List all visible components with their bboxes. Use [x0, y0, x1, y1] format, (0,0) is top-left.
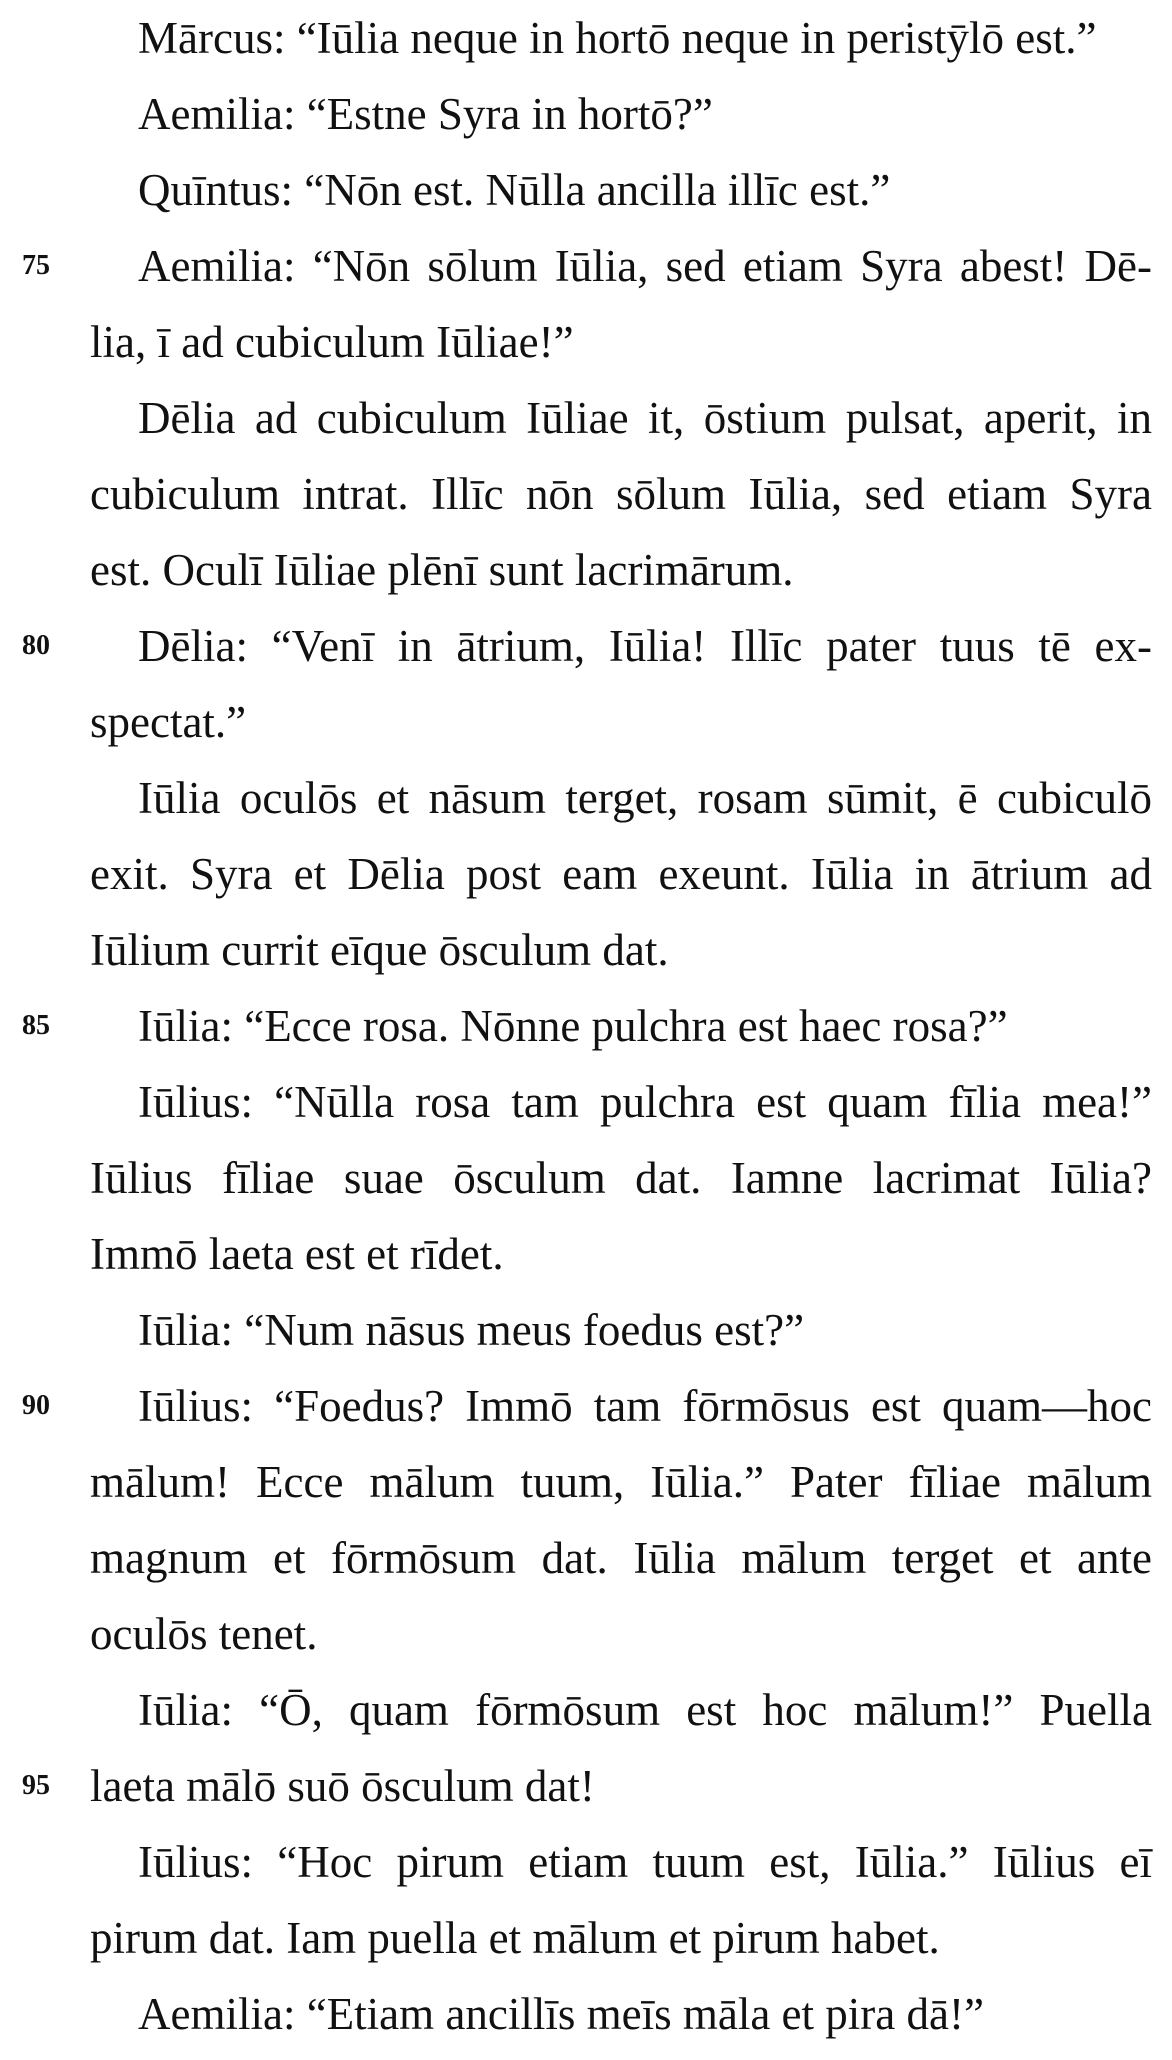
line-text: lia, ī ad cubiculum Iūliae!” — [90, 317, 574, 367]
text-line — [0, 0, 1172, 76]
line-text: Immō laeta est et rīdet. — [90, 1229, 504, 1279]
line-number: 95 — [22, 1770, 50, 1801]
line-text: est. Oculī Iūliae plēnī sunt lacrimārum. — [90, 545, 794, 595]
line-text: Iūlia: “Num nāsus meus foedus est?” — [138, 1305, 805, 1355]
text-line — [0, 1900, 1172, 1976]
text-line — [0, 1672, 1172, 1748]
line-text: mālum! Ecce mālum tuum, Iūlia.” Pater fīliae mālum — [90, 1457, 1152, 1507]
text-line — [0, 456, 1172, 532]
line-text: Mārcus: “Iūlia neque in hortō neque in peristȳlō est.” — [138, 13, 1097, 63]
text-line — [0, 1292, 1172, 1368]
text-line — [0, 1216, 1172, 1292]
line-number: 90 — [22, 1390, 50, 1421]
line-text: oculōs tenet. — [90, 1609, 318, 1659]
text-line — [0, 760, 1172, 836]
text-line — [0, 1596, 1172, 1672]
line-text: Dēlia: “Venī in ātrium, Iūlia! Illīc pater tuus tē ex- — [138, 621, 1152, 671]
text-line — [0, 304, 1172, 380]
line-text: Iūlia oculōs et nāsum terget, rosam sūmit, ē cubiculō — [138, 773, 1152, 823]
line-number: 80 — [22, 630, 50, 661]
line-text: Aemilia: “Estne Syra in hortō?” — [138, 89, 713, 139]
line-text: Iūlia: “Ō, quam fōrmōsum est hoc mālum!” Puella — [138, 1685, 1152, 1735]
text-line — [0, 1444, 1172, 1520]
text-line — [0, 228, 1172, 304]
line-text: Iūlius fīliae suae ōsculum dat. Iamne lacrimat Iūlia? — [90, 1153, 1152, 1203]
text-line — [0, 836, 1172, 912]
line-text: Iūlia: “Ecce rosa. Nōnne pulchra est haec rosa?” — [138, 1001, 1008, 1051]
text-line — [0, 1064, 1172, 1140]
text-line — [0, 380, 1172, 456]
text-line — [0, 608, 1172, 684]
line-text: spectat.” — [90, 697, 247, 747]
text-line — [0, 152, 1172, 228]
line-text: exit. Syra et Dēlia post eam exeunt. Iūlia in ātrium ad — [90, 849, 1152, 899]
line-number: 85 — [22, 1010, 50, 1041]
line-text: Iūlius: “Nūlla rosa tam pulchra est quam fīlia mea!” — [138, 1077, 1152, 1127]
text-line — [0, 988, 1172, 1064]
text-line — [0, 1748, 1172, 1824]
line-number: 75 — [22, 250, 50, 281]
text-line — [0, 1368, 1172, 1444]
line-text: pirum dat. Iam puella et mālum et pirum habet. — [90, 1913, 940, 1963]
line-text: Quīntus: “Nōn est. Nūlla ancilla illīc est.” — [138, 165, 891, 215]
line-text: Iūlium currit eīque ōsculum dat. — [90, 925, 669, 975]
line-text: Iūlius: “Foedus? Immō tam fōrmōsus est quam—hoc — [138, 1381, 1152, 1431]
text-line — [0, 532, 1172, 608]
line-text: Iūlius: “Hoc pirum etiam tuum est, Iūlia.” Iūlius eī — [138, 1837, 1152, 1887]
text-line — [0, 1520, 1172, 1596]
line-text: Dēlia ad cubiculum Iūliae it, ōstium pulsat, aperit, in — [138, 393, 1152, 443]
text-line — [0, 912, 1172, 988]
text-line — [0, 1824, 1172, 1900]
text-line — [0, 684, 1172, 760]
line-text: cubiculum intrat. Illīc nōn sōlum Iūlia, sed etiam Syra — [90, 469, 1152, 519]
text-line — [0, 76, 1172, 152]
text-line — [0, 1976, 1172, 2052]
line-text: Aemilia: “Nōn sōlum Iūlia, sed etiam Syra abest! Dē- — [138, 241, 1152, 291]
line-text: magnum et fōrmōsum dat. Iūlia mālum terget et ante — [90, 1533, 1152, 1583]
text-line — [0, 1140, 1172, 1216]
line-text: laeta mālō suō ōsculum dat! — [90, 1761, 595, 1811]
line-text: Aemilia: “Etiam ancillīs meīs māla et pira dā!” — [138, 1989, 984, 2039]
